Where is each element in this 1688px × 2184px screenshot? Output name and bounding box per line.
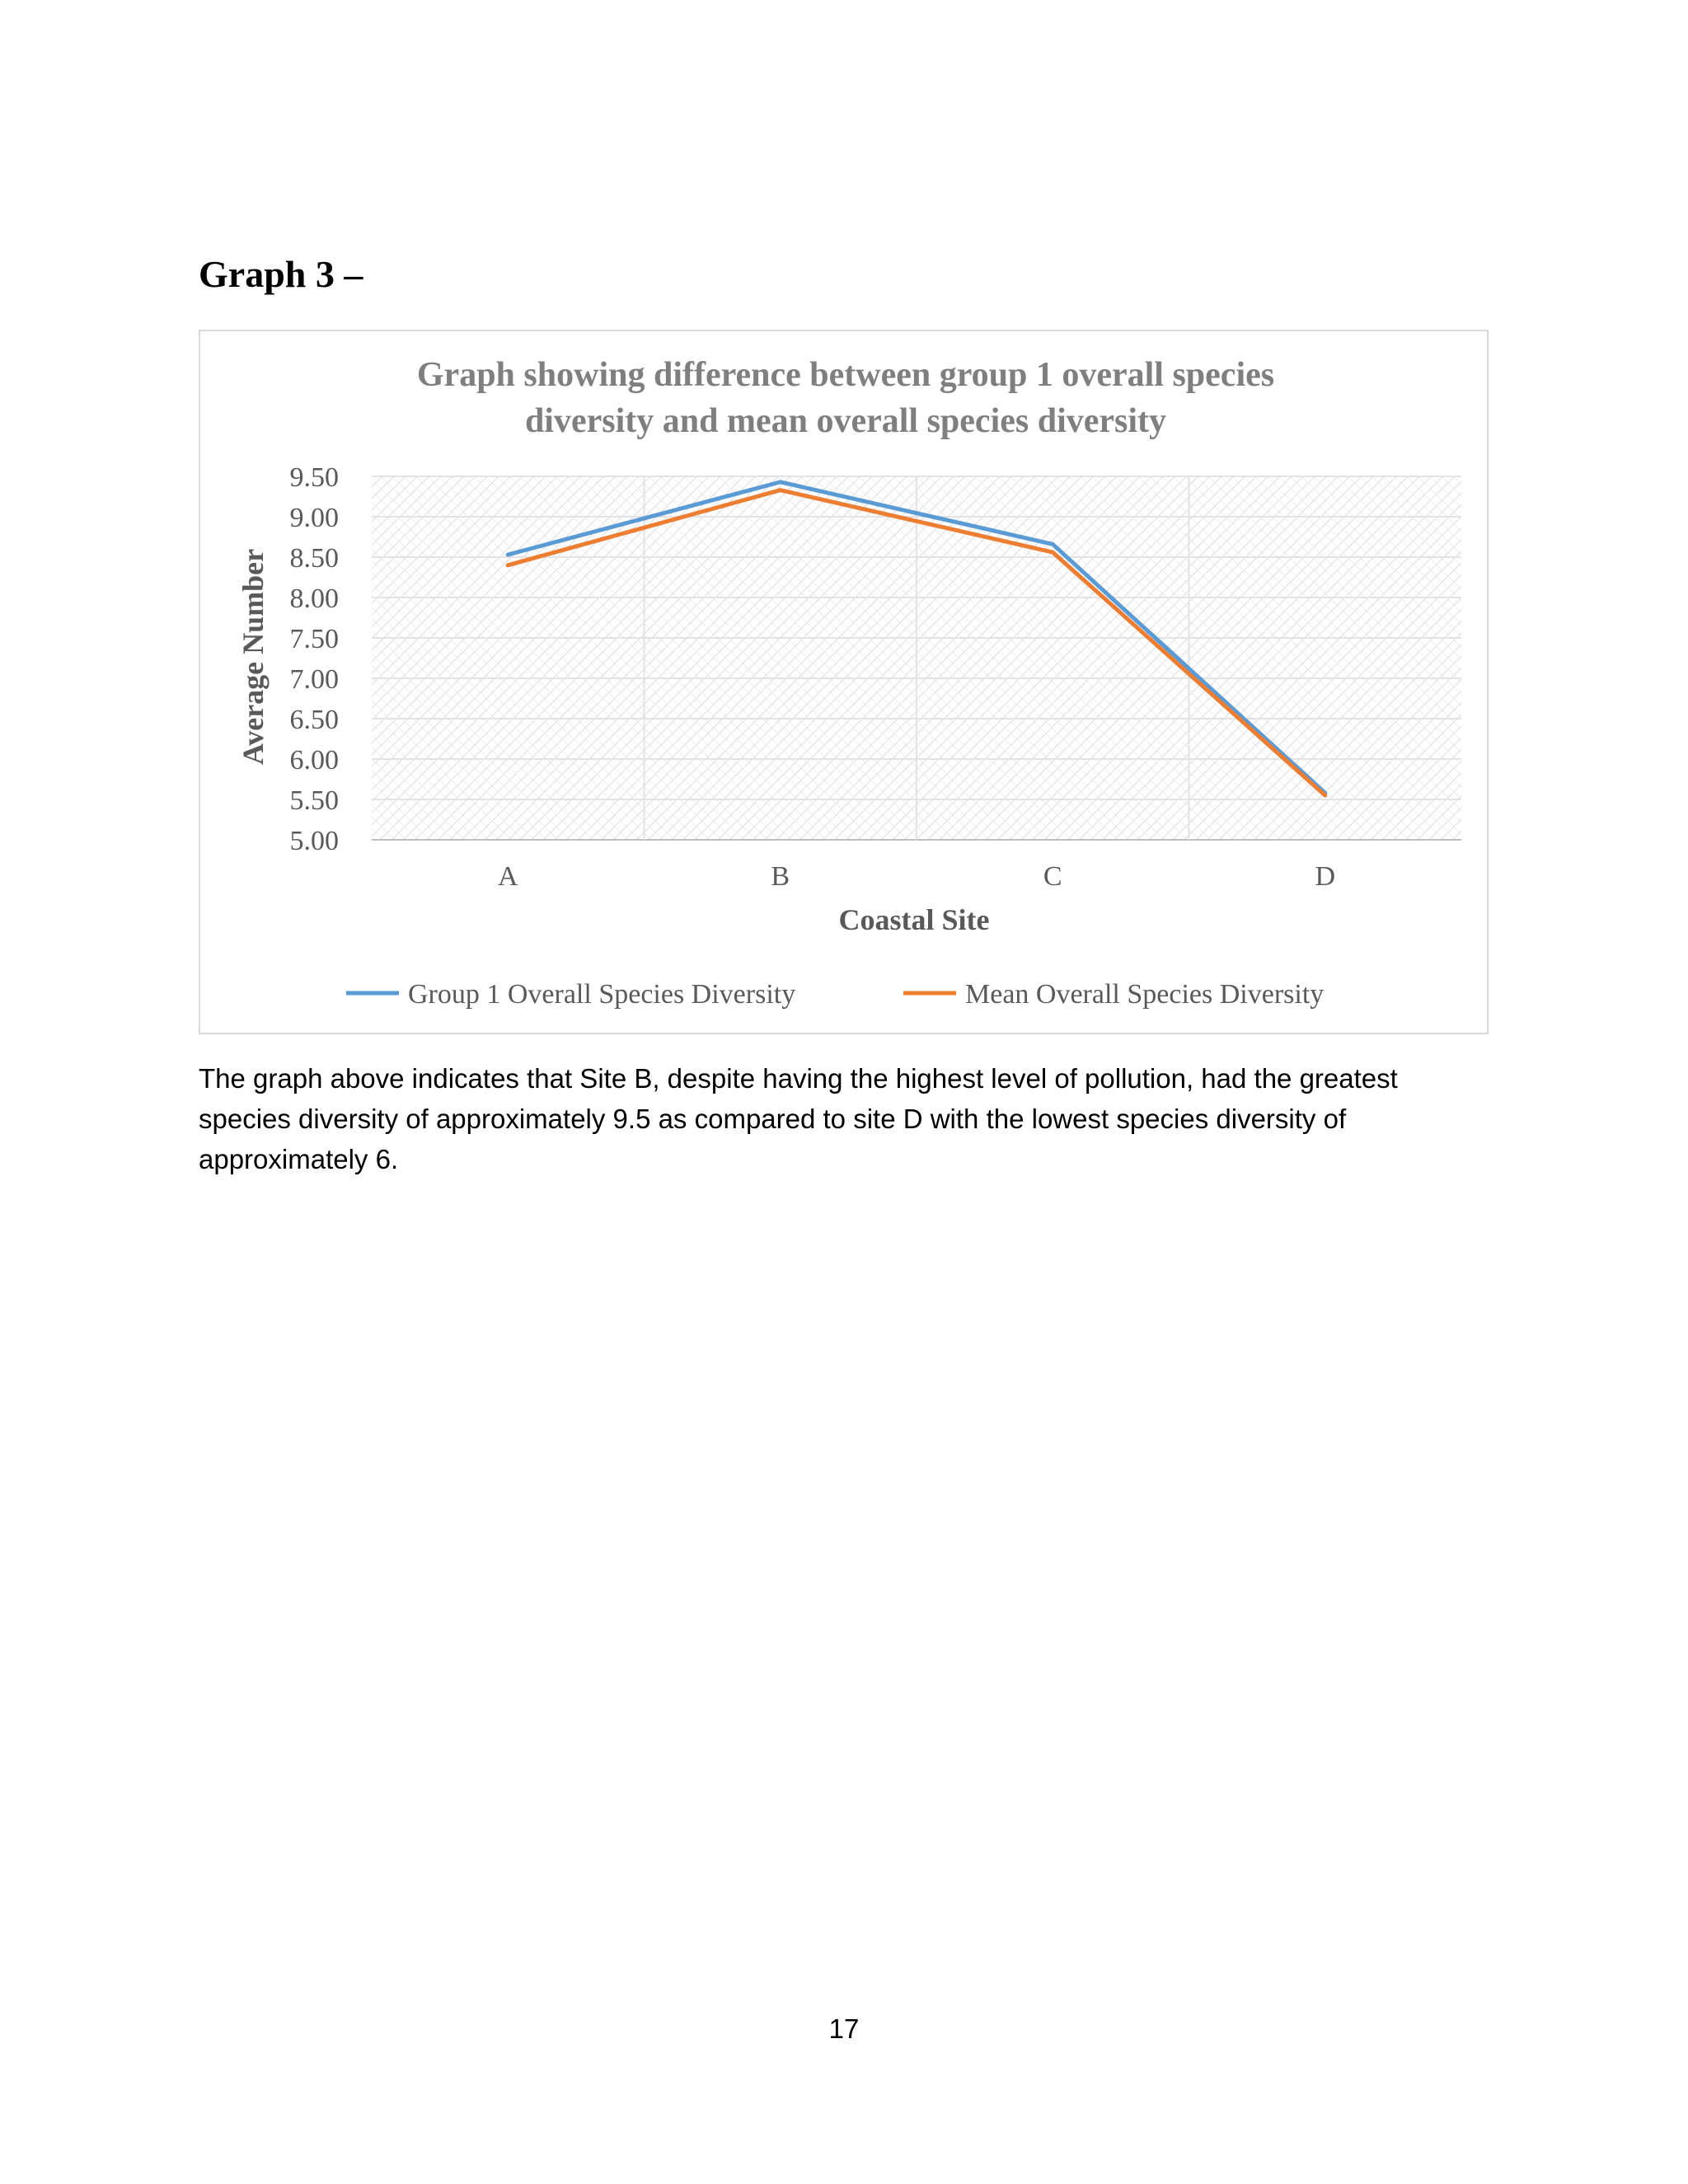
legend-label-2: Mean Overall Species Diversity — [965, 979, 1325, 1010]
graph-heading: Graph 3 – — [199, 253, 363, 295]
y-tick-label: 8.50 — [289, 543, 339, 574]
y-tick-label: 7.00 — [289, 664, 339, 695]
y-axis-title: Average Number — [237, 548, 270, 766]
legend — [346, 979, 1324, 1010]
x-tick-label: D — [1315, 861, 1336, 892]
chart-title-line1: Graph showing difference between group 1 overall species — [416, 356, 1275, 394]
chart-title-line2: diversity and mean overall species diversity — [524, 402, 1167, 440]
x-tick-label: C — [1043, 861, 1062, 892]
line-chart — [200, 331, 1490, 1036]
x-tick-label: B — [771, 861, 790, 892]
chart-container — [199, 330, 1489, 1034]
y-tick-label: 9.00 — [289, 503, 339, 533]
y-tick-label: 8.00 — [289, 583, 339, 614]
legend-label-1: Group 1 Overall Species Diversity — [408, 979, 796, 1010]
y-tick-label: 5.00 — [289, 826, 339, 856]
y-tick-label: 6.50 — [289, 705, 339, 735]
page-number: 17 — [828, 2013, 860, 2044]
x-tick-label: A — [497, 861, 518, 892]
y-tick-label: 7.50 — [289, 624, 339, 654]
y-tick-label: 6.00 — [289, 745, 339, 776]
y-tick-label: 9.50 — [289, 462, 339, 493]
body-paragraph: The graph above indicates that Site B, despite having the highest level of pollution, had the greatest species diversity of approximately 9.5 as compared to site D with the lowest species diversity of approximately 6. — [199, 1063, 1398, 1174]
x-axis-title: Coastal Site — [838, 903, 990, 936]
y-tick-label: 5.50 — [289, 785, 339, 816]
